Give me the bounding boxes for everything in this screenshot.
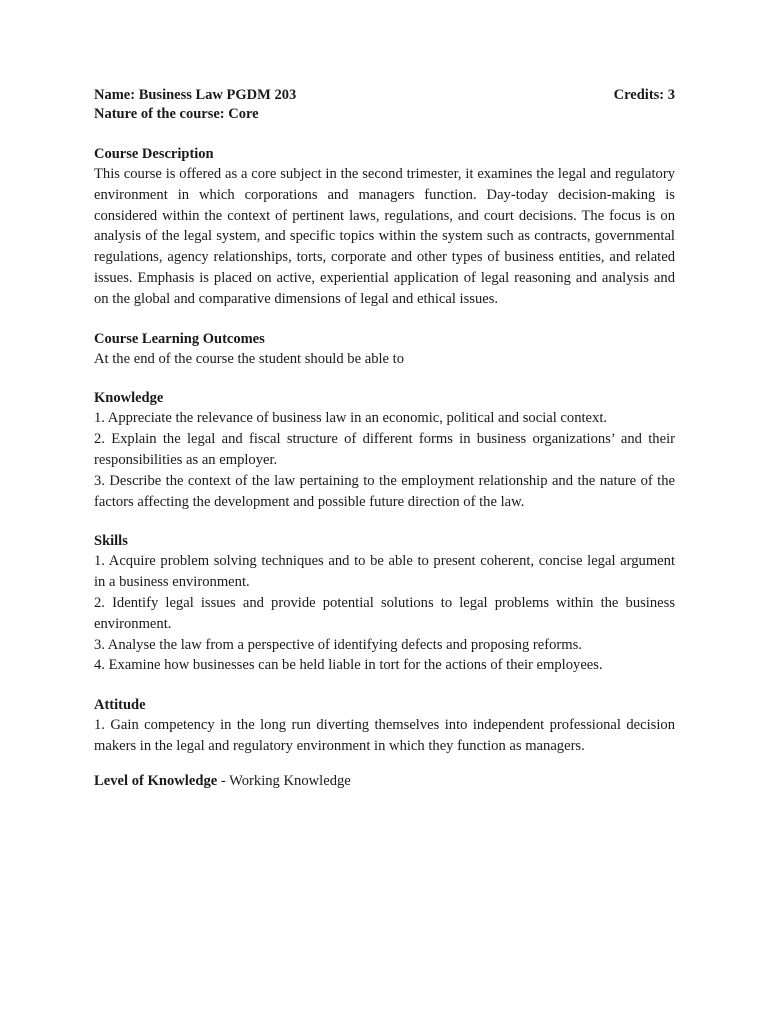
document-page bbox=[94, 86, 675, 791]
skills-item: 2. Identify legal issues and provide potential solutions to legal problems within the business environment. bbox=[94, 594, 675, 632]
learning-outcomes-heading: Course Learning Outcomes bbox=[94, 330, 265, 347]
level-of-knowledge-separator: - bbox=[217, 772, 230, 789]
knowledge-heading: Knowledge bbox=[94, 390, 164, 407]
knowledge-item: 1. Appreciate the relevance of business law in an economic, political and social context. bbox=[94, 410, 608, 427]
course-name: Name: Business Law PGDM 203 bbox=[94, 87, 297, 103]
learning-outcomes-intro: At the end of the course the student should be able to bbox=[94, 350, 405, 367]
level-of-knowledge-label: Level of Knowledge bbox=[94, 772, 218, 789]
course-nature: Nature of the course: Core bbox=[94, 106, 259, 122]
attitude-item: 1. Gain competency in the long run diverting themselves into independent professional decision makers in the legal and regulatory environment in which they function as managers. bbox=[94, 717, 675, 754]
course-description-text: This course is offered as a core subject in the second trimester, it examines the legal and regulatory environment in which corporations and managers function. Day-today decision-making is considered within the context of pertinent laws, regulations, and court decisions. The focus is on analysis of the legal system, and specific topics within the system such as contracts, governmental regulations, agency relationships, torts, corporate and other types of business entities, and related issues. Emphasis is placed on active, experiential application of legal reasoning and analysis and on the global and comparative dimensions of legal and ethical issues. bbox=[94, 166, 675, 307]
skills-heading: Skills bbox=[94, 533, 128, 550]
skills-item: 1. Acquire problem solving techniques and to be able to present coherent, concise legal argument in a business environment. bbox=[94, 553, 675, 591]
level-of-knowledge-value: Working Knowledge bbox=[229, 772, 351, 789]
course-credits: Credits: 3 bbox=[613, 87, 675, 103]
course-description-heading: Course Description bbox=[94, 146, 214, 162]
attitude-heading: Attitude bbox=[94, 697, 146, 714]
course-header bbox=[94, 86, 675, 105]
knowledge-item: 3. Describe the context of the law pertaining to the employment relationship and the nature of the factors affecting the development and possible future direction of the law. bbox=[94, 472, 675, 510]
knowledge-item: 2. Explain the legal and fiscal structure of different forms in business organizations’ and their responsibilities as an employer. bbox=[94, 431, 675, 468]
level-of-knowledge bbox=[94, 771, 675, 791]
skills-item: 4. Examine how businesses can be held liable in tort for the actions of their employees. bbox=[94, 657, 603, 674]
skills-item: 3. Analyse the law from a perspective of identifying defects and proposing reforms. bbox=[94, 636, 582, 653]
